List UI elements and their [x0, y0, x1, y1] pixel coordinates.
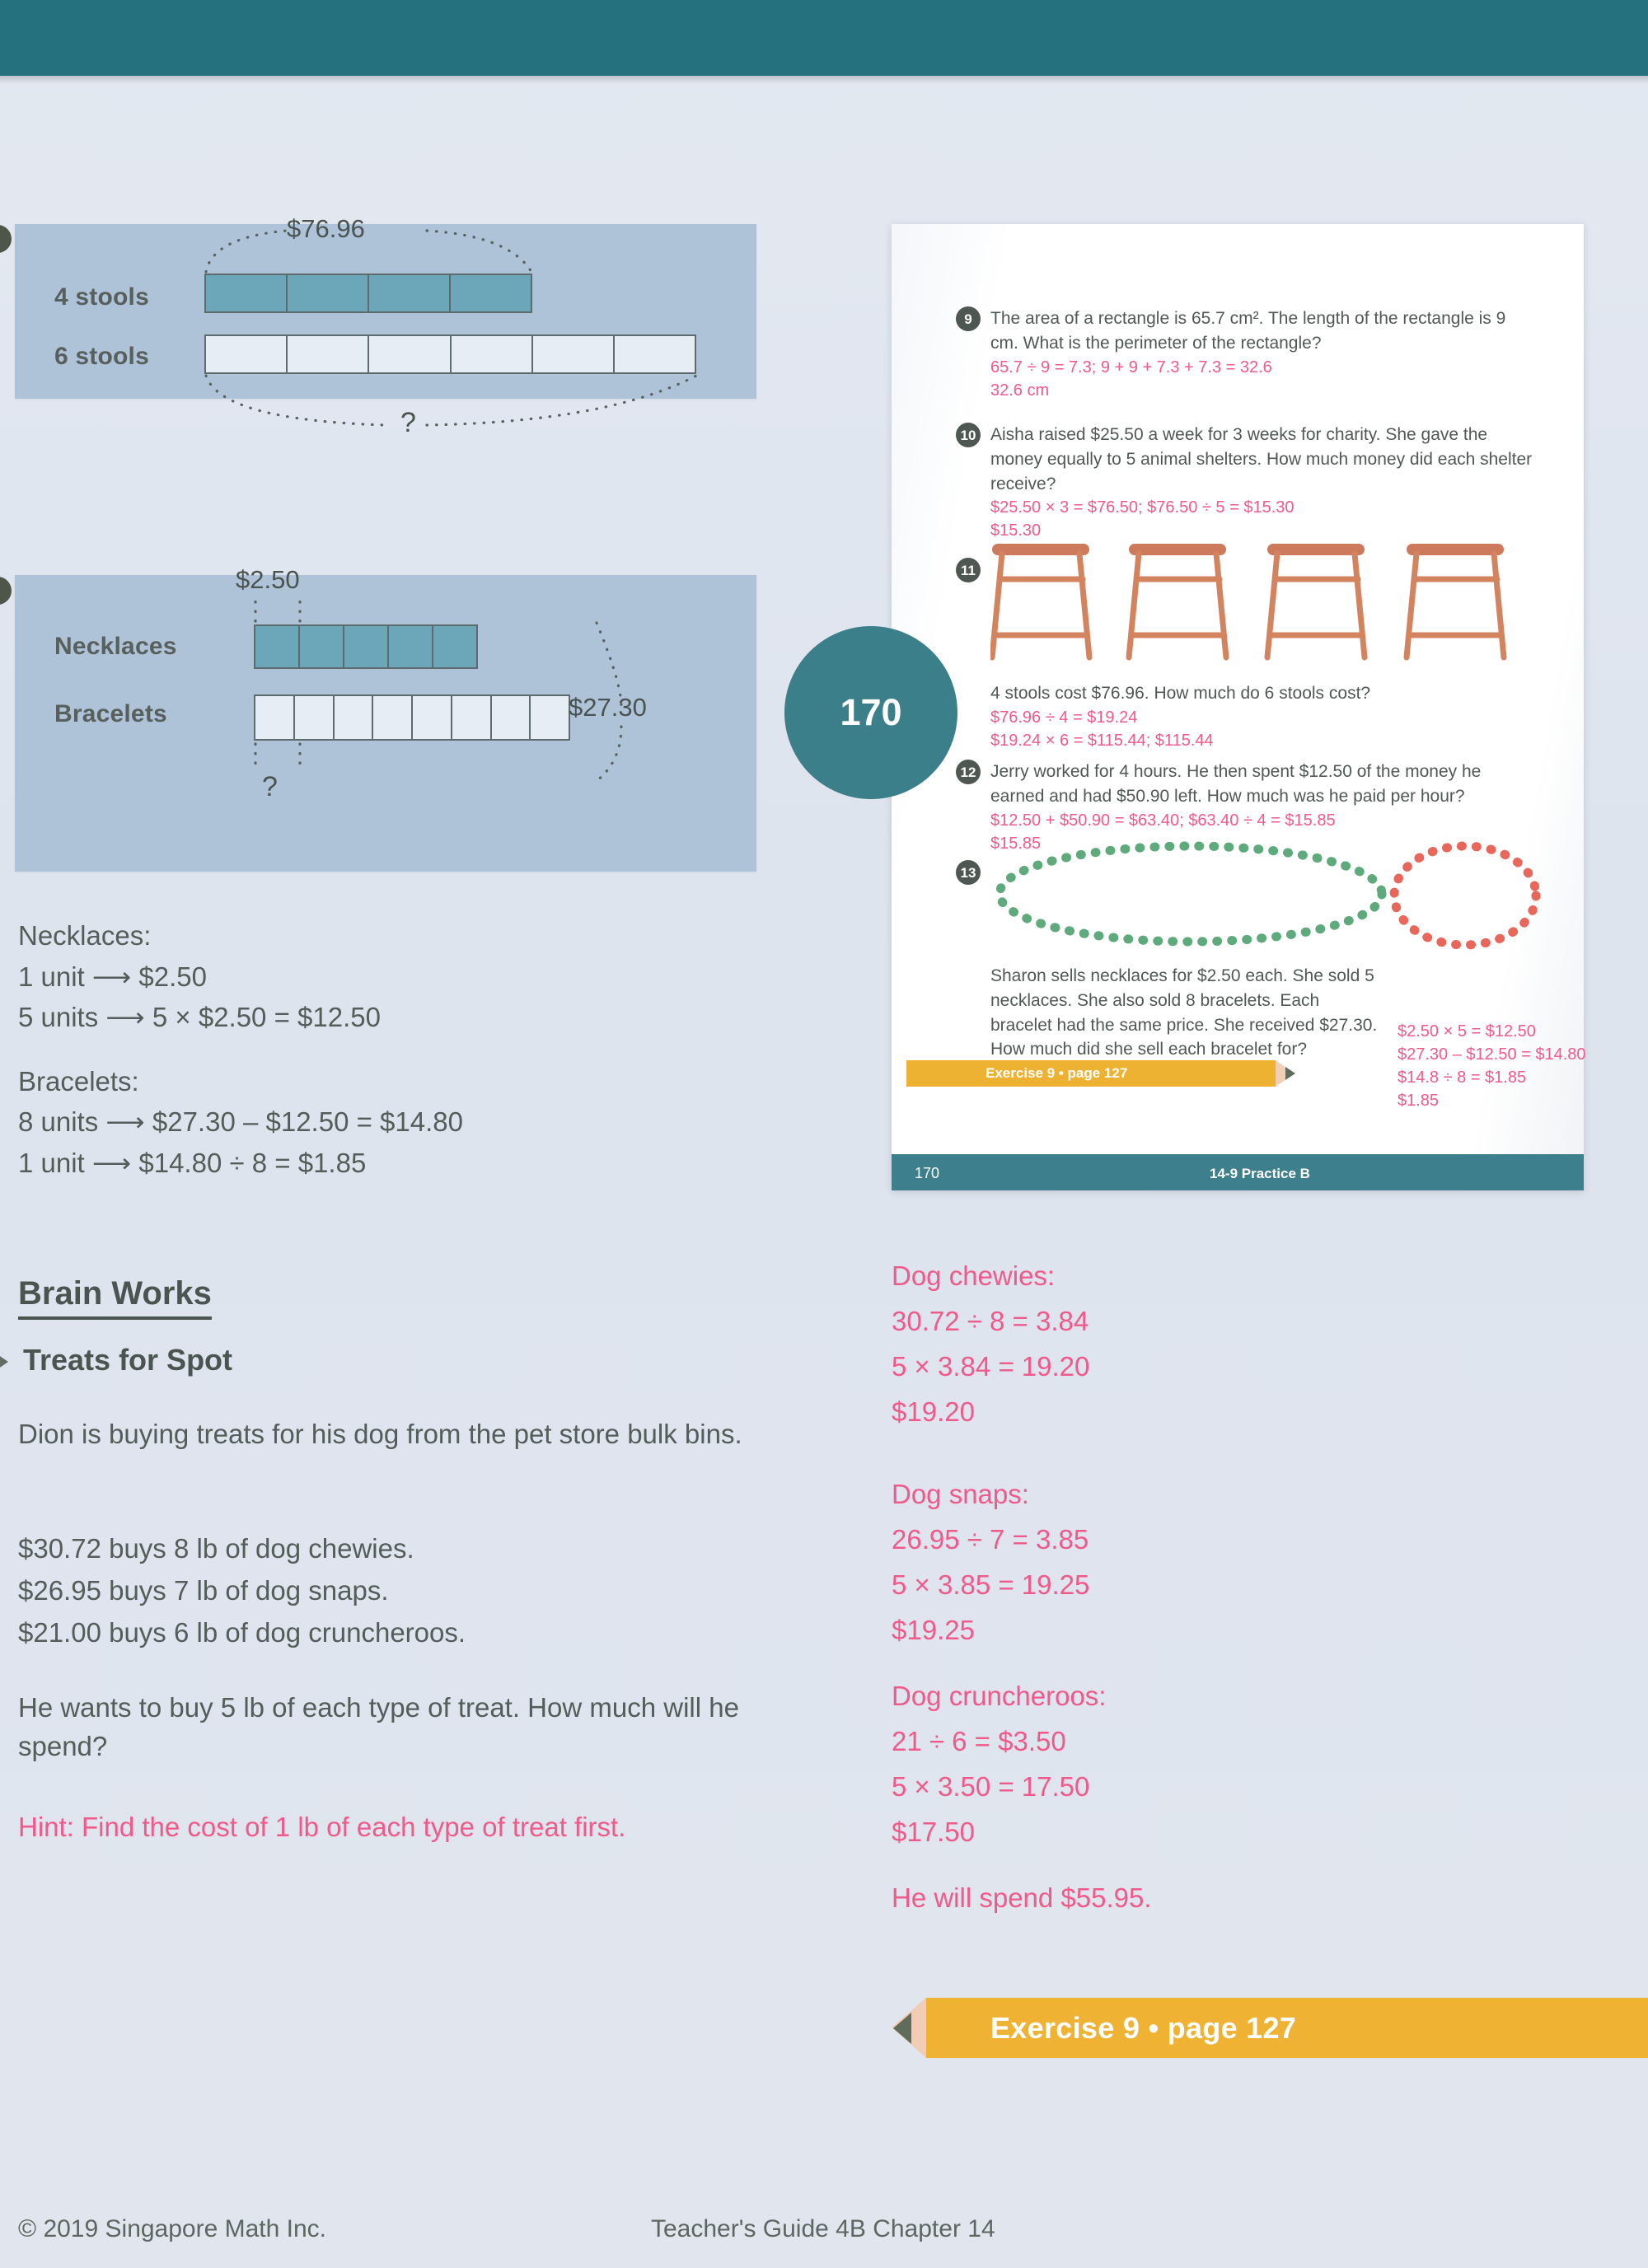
exercise-banner-label: Exercise 9 • page 127	[990, 2010, 1297, 2045]
brain-works-paragraph-2: He wants to buy 5 lb of each type of treat. How much will he spend?	[18, 1692, 739, 1761]
answer-line: 65.7 ÷ 9 = 7.3; 9 + 9 + 7.3 + 7.3 = 32.6	[990, 358, 1272, 376]
inner-exercise-banner-label: Exercise 9 • page 127	[986, 1065, 1128, 1081]
bar-unit	[300, 626, 344, 667]
question-10	[956, 423, 1533, 542]
price-line-cruncheroos: $21.00 buys 6 lb of dog cruncheroos.	[18, 1617, 466, 1648]
bar-unit	[413, 696, 452, 739]
question-9	[956, 306, 1533, 402]
pencil-lead-icon	[1285, 1067, 1295, 1080]
question-text: Jerry worked for 4 hours. He then spent $12.50 of the money he earned and had $50.90 left. How much was he paid per hour?	[990, 762, 1482, 806]
question-text: 4 stools cost $76.96. How much do 6 stools cost?	[990, 684, 1371, 703]
bar-unit	[389, 626, 433, 667]
answer-line: 32.6 cm	[990, 381, 1050, 400]
answer-line: $27.30 – $12.50 = $14.80	[1398, 1045, 1586, 1064]
bar-unit	[255, 626, 300, 667]
exercise-banner[interactable]	[892, 1998, 1648, 2058]
bar-unit	[492, 696, 531, 739]
beads-svg	[989, 838, 1549, 957]
answer-line: $19.24 × 6 = $115.44; $115.44	[990, 731, 1214, 750]
brain-works-hint: Hint: Find the cost of 1 lb of each type of treat first.	[18, 1812, 626, 1842]
bar-unit	[288, 336, 369, 372]
bar-unit	[452, 696, 492, 739]
answer-snaps-line1: 26.95 ÷ 7 = 3.85	[892, 1524, 1089, 1555]
embedded-page-number: 170	[915, 1165, 940, 1181]
bar-row-label-4-stools: 4 stools	[54, 283, 149, 311]
solution-necklaces-heading: Necklaces:	[18, 920, 152, 951]
solution-necklaces-line1: 1 unit ⟶ $2.50	[18, 961, 207, 992]
bar-unit	[295, 696, 335, 739]
bar-unit	[531, 696, 569, 739]
solution-bracelets-heading: Bracelets:	[18, 1065, 139, 1097]
embedded-textbook-page	[892, 224, 1584, 1190]
question-number-badge: 11	[956, 558, 981, 582]
bar-unit	[373, 696, 413, 739]
worked-solution-block	[18, 916, 463, 1184]
answer-grand-total: He will spend $55.95.	[892, 1882, 1152, 1913]
answer-line: $25.50 × 3 = $76.50; $76.50 ÷ 5 = $15.30	[990, 498, 1295, 517]
bar-unit	[335, 696, 374, 739]
pencil-lead-icon	[893, 2013, 911, 2044]
solution-necklaces-line2: 5 units ⟶ 5 × $2.50 = $12.50	[18, 1002, 381, 1033]
answer-chewies-line1: 30.72 ÷ 8 = 3.84	[892, 1306, 1089, 1336]
answer-snaps-line2: 5 × 3.85 = 19.25	[892, 1569, 1090, 1600]
answer-cruncheroos-line1: 21 ÷ 6 = $3.50	[892, 1726, 1066, 1756]
bar-unit	[369, 275, 451, 311]
bar-unit	[206, 275, 288, 311]
treats-for-spot-title: Treats for Spot	[23, 1343, 233, 1377]
question-11-text	[956, 681, 1533, 752]
stools-illustration	[990, 542, 1559, 662]
inner-pencil-body	[906, 1060, 1276, 1087]
answer-line: $12.50 + $50.90 = $63.40; $63.40 ÷ 4 = $15.85	[990, 811, 1336, 830]
spacer	[18, 1039, 463, 1060]
answer-chewies-total: $19.20	[892, 1396, 975, 1427]
embedded-page-lesson-label: 14-9 Practice B	[1210, 1166, 1310, 1181]
question-text: Aisha raised $25.50 a week for 3 weeks for charity. She gave the money equally to 5 animal shelters. How much money did each shelter receive?	[990, 425, 1533, 493]
price-line-snaps: $26.95 buys 7 lb of dog snaps.	[18, 1575, 389, 1606]
bar-unit	[344, 626, 389, 667]
footer-copyright: © 2019 Singapore Math Inc.	[18, 2215, 327, 2242]
question-number-badge: 12	[956, 760, 981, 784]
brain-works-paragraph-1: Dion is buying treats for his dog from the pet store bulk bins.	[18, 1419, 742, 1449]
pencil-body	[926, 1998, 1648, 2058]
bar-unit	[288, 275, 369, 311]
footer-guide-label: Teacher's Guide 4B Chapter 14	[651, 2215, 995, 2242]
bar-4-stools	[204, 274, 532, 313]
bar-bracelets	[254, 694, 570, 741]
question-number-badge: 10	[956, 423, 981, 447]
stools-bar-model-panel	[15, 214, 756, 438]
question-number-badge: 9	[956, 306, 981, 331]
question-text: Sharon sells necklaces for $2.50 each. She sold 5 necklaces. She also sold 8 bracelets. Each bracelet had the same price. She received $27.30. How much did she sell each bracelet for?	[990, 966, 1378, 1059]
answer-cruncheroos-total: $17.50	[892, 1817, 975, 1847]
bar-row-label-6-stools: 6 stools	[54, 343, 149, 370]
triangle-bullet-icon	[0, 1353, 8, 1371]
price-line-chewies: $30.72 buys 8 lb of dog chewies.	[18, 1533, 414, 1564]
brace-label-unknown-6-stools: ?	[400, 407, 416, 438]
bar-row-label-bracelets: Bracelets	[54, 700, 167, 727]
bar-unit	[615, 336, 695, 372]
margin-bullet-icon	[0, 225, 12, 253]
page-number-circle: 170	[784, 626, 957, 799]
answer-line: $1.85	[1398, 1092, 1440, 1110]
margin-bullet-icon	[0, 577, 12, 605]
answer-line: $76.96 ÷ 4 = $19.24	[990, 708, 1138, 727]
answer-snaps-total: $19.25	[892, 1615, 975, 1645]
answer-snaps-heading: Dog snaps:	[892, 1479, 1029, 1509]
answer-cruncheroos-heading: Dog cruncheroos:	[892, 1681, 1107, 1711]
bar-unit	[433, 626, 476, 667]
total-value-label: $27.30	[569, 693, 647, 722]
brain-works-heading: Brain Works	[18, 1275, 212, 1320]
unknown-label-bracelet: ?	[262, 771, 278, 802]
question-text: The area of a rectangle is 65.7 cm². The length of the rectangle is 9 cm. What is the perimeter of the rectangle?	[990, 309, 1506, 353]
embedded-page-footer	[892, 1154, 1584, 1190]
solution-bracelets-line2: 1 unit ⟶ $14.80 ÷ 8 = $1.85	[18, 1147, 367, 1178]
top-teal-band	[0, 0, 1648, 76]
question-number-badge: 13	[956, 860, 981, 885]
question-13-text-block	[990, 964, 1384, 1062]
solution-bracelets-line1: 8 units ⟶ $27.30 – $12.50 = $14.80	[18, 1106, 463, 1138]
bar-row-label-necklaces: Necklaces	[54, 633, 177, 660]
unit-value-label-necklace: $2.50	[236, 565, 300, 594]
stools-svg	[990, 542, 1559, 662]
answer-line: $15.85	[990, 834, 1042, 853]
bar-unit	[369, 336, 451, 372]
inner-exercise-banner[interactable]	[906, 1060, 1310, 1087]
bar-unit	[452, 336, 533, 372]
bar-unit	[451, 275, 531, 311]
bar-unit	[206, 336, 288, 372]
answer-chewies-line2: 5 × 3.84 = 19.20	[892, 1351, 1090, 1382]
answer-line: $14.8 ÷ 8 = $1.85	[1398, 1069, 1527, 1087]
answer-line: $15.30	[990, 521, 1042, 540]
jewelry-bar-model-panel	[15, 565, 756, 872]
top-band-shadow	[0, 76, 1648, 84]
bar-6-stools	[204, 334, 696, 374]
answer-line: $2.50 × 5 = $12.50	[1398, 1022, 1536, 1040]
answer-cruncheroos-line2: 5 × 3.50 = 17.50	[892, 1771, 1090, 1802]
answer-chewies-heading: Dog chewies:	[892, 1260, 1056, 1291]
brace-label-total-4-stools: $76.96	[287, 214, 365, 243]
bar-unit	[533, 336, 615, 372]
bar-necklaces	[254, 624, 478, 669]
bar-unit	[255, 696, 295, 739]
necklace-bracelet-illustration	[989, 838, 1549, 957]
